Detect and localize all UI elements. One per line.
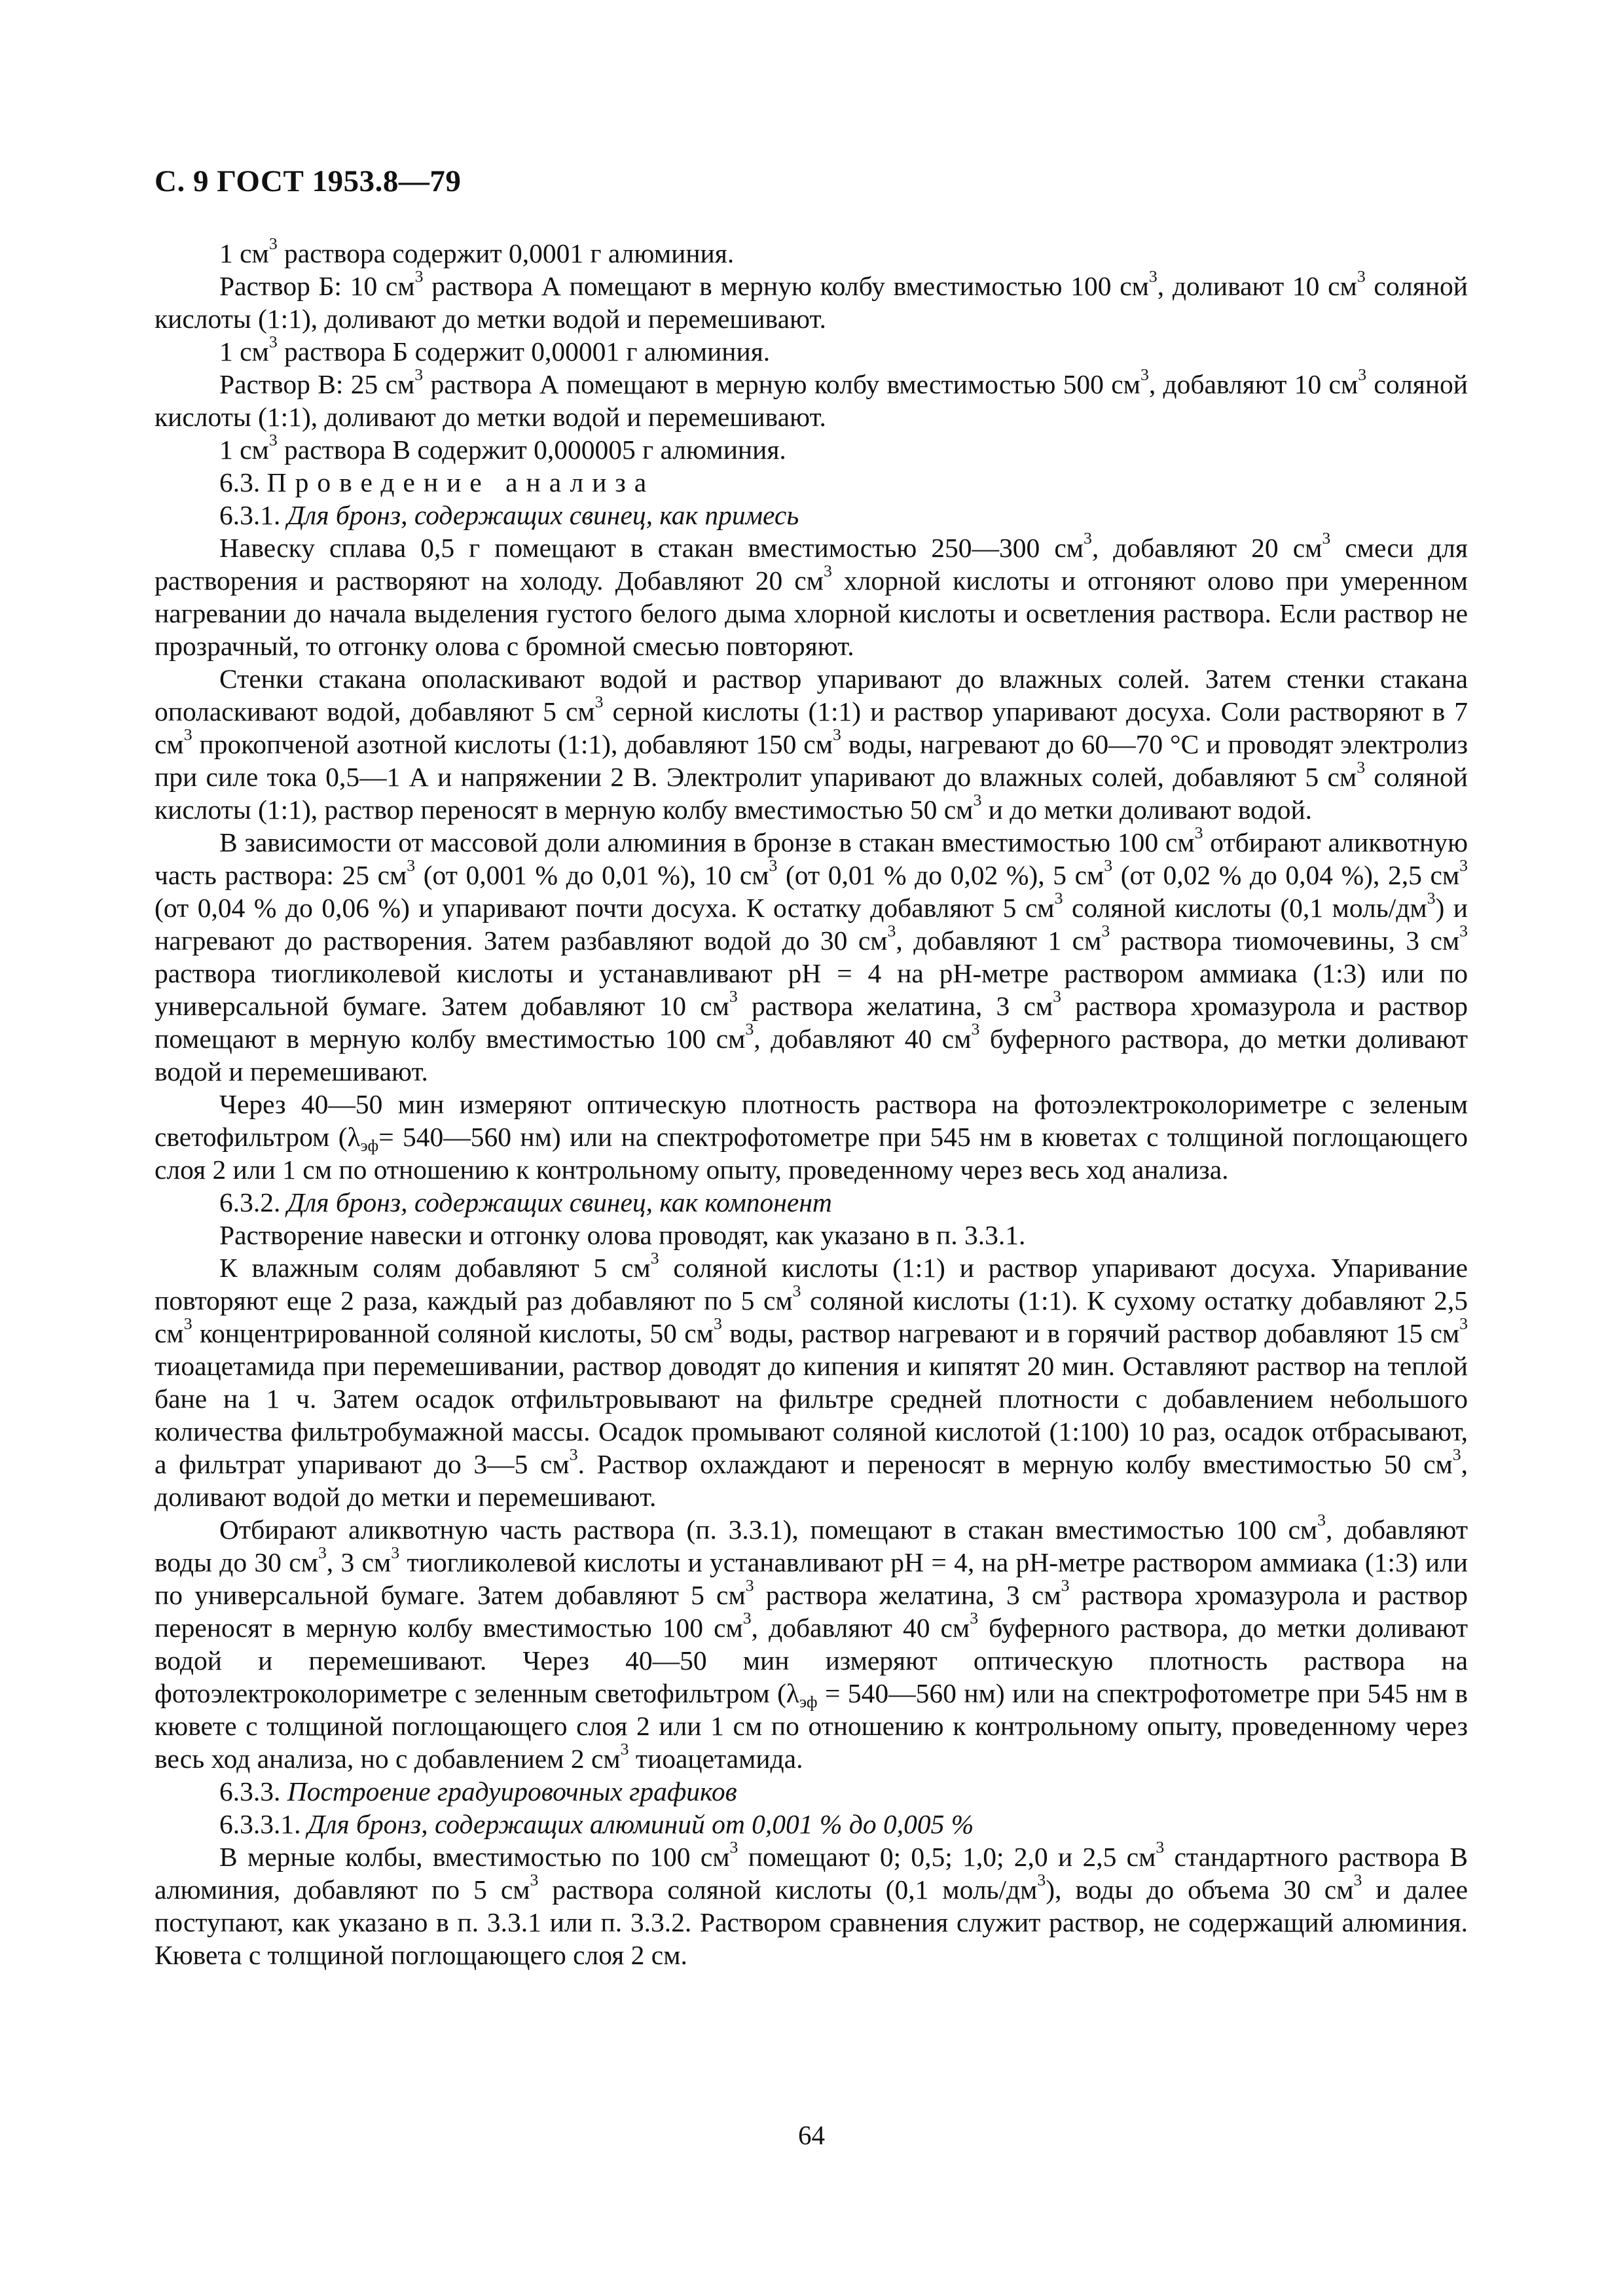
body-paragraph: В мерные колбы, вместимостью по 100 $см^3$ помещают 0; 0,5; 1,0; 2,0 и 2,5 $см^3$ стандартного раствора В алюминия, добавляют по 5 $см^3$ раствора соляной кислоты (0,1 моль/$дм^3$), воды до объема 30 $см^3$ и далее поступают, как указано в п. 3.3.1 или п. 3.3.2. Раствором сравнения служит раствор, не содержащий алюминия. Кювета с толщиной поглощающего слоя 2 см. xyxy=(155,1837,1468,1970)
body-paragraph: 1 $см^3$ раствора содержит 0,0001 г алюминия. xyxy=(219,234,735,268)
document-body xyxy=(155,234,1468,1971)
body-paragraph: Растворение навески и отгонку олова проводят, как указано в п. 3.3.1. xyxy=(219,1220,1026,1250)
section-number: 6.3.3. xyxy=(219,1776,287,1806)
section-heading xyxy=(155,466,1468,499)
section-number: 6.3.1. xyxy=(219,500,287,530)
section-title: Проведение анализа xyxy=(266,467,655,497)
body-paragraph: 1 $см^3$ раствора В содержит 0,000005 г алюминия. xyxy=(219,430,786,465)
section-title: Для бронз, содержащих свинец, как компонент xyxy=(287,1187,832,1217)
section-title: Для бронз, содержащих алюминий от 0,001 % до 0,005 % xyxy=(307,1809,974,1839)
section-heading xyxy=(155,1808,1468,1840)
body-paragraph: Стенки стакана ополаскивают водой и раствор упаривают до влажных солей. Затем стенки стакана ополаскивают водой, добавляют 5 $см^3$ серной кислоты (1:1) и раствор упаривают досуха. Соли растворяют в 7 $см^3$ прокопченой азотной кислоты (1:1), добавляют 150 $см^3$ воды, нагревают до 60—70 °С и проводят электролиз при силе тока 0,5—1 А и напряжении 2 В. Электролит упаривают до влажных солей, добавляют 5 $см^3$ соляной кислоты (1:1), раствор переносят в мерную колбу вместимостью 50 $см^3$ и до метки доливают водой. xyxy=(155,664,1468,825)
body-paragraph: Отбирают аликвотную часть раствора (п. 3.3.1), помещают в стакан вместимостью 100 $см^3$, добавляют воды до 30 $см^3$, 3 $см^3$ тиогликолевой кислоты и устанавливают рН = 4, на рН-метре раствором аммиака (1:3) или по универсальной бумаге. Затем добавляют 5 $см^3$ раствора желатина, 3 $см^3$ раствора хромазурола и раствор переносят в мерную колбу вместимостью 100 $см^3$, добавляют 40 $см^3$ буферного раствора, до метки доливают водой и перемешивают. Через 40—50 мин измеряют оптическую плотность раствора на фотоэлектроколориметре с зеленным светофильтром ($\lambda_{эф}$ = 540—560 нм) или на спектрофотометре при 545 нм в кювете с толщиной поглощающего слоя 2 или 1 см по отношению к контрольному опыту, проведенному через весь ход анализа, но с добавлением 2 $см^3$ тиоацетамида. xyxy=(155,1510,1468,1774)
body-paragraph: Раствор Б: 10 $см^3$ раствора А помещают в мерную колбу вместимостью 100 $см^3$, доливают 10 $см^3$ соляной кислоты (1:1), доливают до метки водой и перемешивают. xyxy=(155,266,1468,334)
section-title: Для бронз, содержащих свинец, как примесь xyxy=(287,500,799,530)
body-paragraph: Через 40—50 мин измеряют оптическую плотность раствора на фотоэлектроколориметре с зеленым светофильтром ($\lambda_{эф}=$ 540—560 нм) или на спектрофотометре при 545 нм в кюветах с толщиной поглощающего слоя 2 или 1 см по отношению к контрольному опыту, проведенному через весь ход анализа. xyxy=(155,1089,1468,1185)
section-heading xyxy=(155,499,1468,531)
body-paragraph: 1 $см^3$ раствора Б содержит 0,00001 г алюминия. xyxy=(219,332,771,367)
section-heading xyxy=(155,1775,1468,1808)
body-paragraph: Раствор В: 25 $см^3$ раствора А помещают в мерную колбу вместимостью 500 $см^3$, добавляют 10 $см^3$ соляной кислоты (1:1), доливают до метки водой и перемешивают. xyxy=(155,365,1468,432)
body-paragraph: К влажным солям добавляют 5 $см^3$ соляной кислоты (1:1) и раствор упаривают досуха. Упаривание повторяют еще 2 раза, каждый раз добавляют по 5 $см^3$ соляной кислоты (1:1). К сухому остатку добавляют 2,5 $см^3$ концентрированной соляной кислоты, 50 $см^3$ воды, раствор нагревают и в горячий раствор добавляют 15 $см^3$ тиоацетамида при перемешивании, раствор доводят до кипения и кипятят 20 мин. Оставляют раствор на теплой бане на 1 ч. Затем осадок отфильтровывают на фильтре средней плотности с добавлением небольшого количества фильтробумажной массы. Осадок промывают соляной кислотой (1:100) 10 раз, осадок отбрасывают, а фильтрат упаривают до 3—5 $см^3$. Раствор охлаждают и переносят в мерную колбу вместимостью 50 $см^3$, доливают водой до метки и перемешивают. xyxy=(155,1248,1468,1512)
section-number: 6.3. xyxy=(219,467,267,497)
section-number: 6.3.2. xyxy=(219,1187,287,1217)
section-title: Построение градуировочных графиков xyxy=(287,1776,737,1806)
section-number: 6.3.3.1. xyxy=(219,1809,308,1839)
page-number: 64 xyxy=(798,2120,825,2150)
body-paragraph: В зависимости от массовой доли алюминия в бронзе в стакан вместимостью 100 $см^3$ отбирают аликвотную часть раствора: 25 $см^3$ (от 0,001 % до 0,01 %), 10 $см^3$ (от 0,01 % до 0,02 %), 5 $см^3$ (от 0,02 % до 0,04 %), 2,5 $см^3$ (от 0,04 % до 0,06 %) и упаривают почти досуха. К остатку добавляют 5 $см^3$ соляной кислоты (0,1 моль/$дм^3$) и нагревают до растворения. Затем разбавляют водой до 30 $см^3$, добавляют 1 $см^3$ раствора тиомочевины, 3 $см^3$ раствора тиогликолевой кислоты и устанавливают рН = 4 на рН-метре раствором аммиака (1:3) или по универсальной бумаге. Затем добавляют 10 $см^3$ раствора желатина, 3 $см^3$ раствора хромазурола и раствор помещают в мерную колбу вместимостью 100 $см^3$, добавляют 40 $см^3$ буферного раствора, до метки доливают водой и перемешивают. xyxy=(155,823,1468,1086)
body-paragraph: Навеску сплава 0,5 г помещают в стакан вместимостью 250—300 $см^3$, добавляют 20 $см^3$ смеси для растворения и растворяют на холоду. Добавляют 20 $см^3$ хлорной кислоты и отгоняют олово при умеренном нагревании до начала выделения густого белого дыма хлорной кислоты и осветления раствора. Если раствор не прозрачный, то отгонку олова с бромной смесью повторяют. xyxy=(155,528,1468,661)
page-header: С. 9 ГОСТ 1953.8—79 xyxy=(155,164,462,198)
section-heading xyxy=(155,1186,1468,1219)
